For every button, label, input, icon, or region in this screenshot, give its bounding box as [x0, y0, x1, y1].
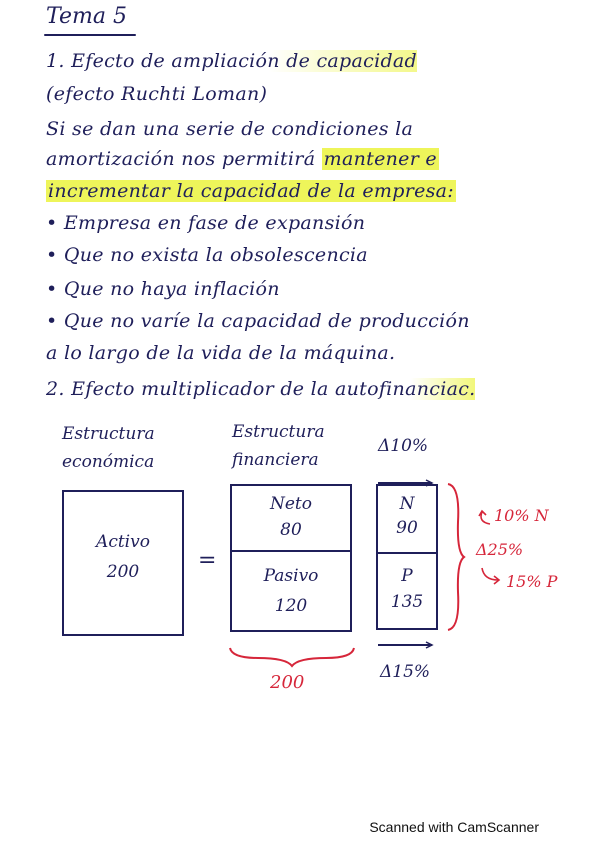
bullet-item-2: • Que no exista la obsolescencia	[46, 244, 368, 266]
p-label: P	[401, 566, 413, 586]
econ-structure-label-1: Estructura	[62, 424, 155, 444]
delta-bottom-label: Δ15%	[380, 662, 431, 682]
paragraph-line-2	[46, 148, 439, 170]
section1-heading-text: 1. Efecto de ampliación de capacidad	[46, 50, 418, 72]
delta-bottom-arrow	[378, 642, 438, 648]
section2-heading	[46, 378, 475, 400]
n-value: 90	[396, 518, 418, 538]
activo-label: Activo	[96, 532, 150, 552]
econ-structure-label-2: económica	[62, 452, 155, 472]
delta-top-label: Δ10%	[378, 436, 429, 456]
pasivo-label: Pasivo	[263, 566, 319, 586]
title-underline	[44, 34, 136, 36]
curved-arrow-down-icon	[480, 566, 504, 586]
bottom-brace-icon	[228, 646, 358, 668]
paragraph-line-3	[46, 180, 456, 202]
financial-divider	[230, 550, 352, 552]
neto-label: Neto	[269, 494, 312, 514]
red-annotation-n: 10% N	[494, 506, 549, 525]
fin-structure-label-1: Estructura	[232, 422, 325, 442]
equals-sign: =	[198, 548, 217, 573]
np-divider	[376, 552, 438, 554]
scanner-watermark: Scanned with CamScanner	[369, 819, 539, 835]
pasivo-value: 120	[274, 596, 308, 616]
section1-heading-line2: (efecto Ruchti Loman)	[46, 83, 268, 105]
highlighted-text-1: mantener e	[323, 148, 437, 170]
n-label: N	[399, 494, 415, 514]
paragraph-line-2-text: amortización nos permitirá	[46, 148, 322, 170]
bullet-item-1: • Empresa en fase de expansión	[46, 212, 366, 234]
red-annotation-delta: Δ25%	[476, 540, 524, 559]
activo-value: 200	[106, 562, 140, 582]
bullet-item-3: • Que no haya inflación	[46, 278, 280, 300]
right-brace-icon	[446, 482, 466, 632]
bullet-continuation: a lo largo de la vida de la máquina.	[46, 342, 396, 364]
section1-heading-line1	[46, 50, 417, 72]
red-annotation-p: 15% P	[506, 572, 558, 591]
bullet-item-4: • Que no varíe la capacidad de producción	[46, 310, 470, 332]
paragraph-line-1: Si se dan una serie de condiciones la	[46, 118, 414, 140]
sum-label: 200	[270, 672, 305, 693]
p-value: 135	[390, 592, 424, 612]
curved-arrow-up-icon	[476, 508, 496, 528]
fin-structure-label-2: financiera	[232, 450, 319, 470]
highlighted-text-2: incrementar la capacidad de la empresa:	[48, 180, 454, 202]
section2-heading-text: 2. Efecto multiplicador de la autofinanciac.	[46, 378, 476, 400]
neto-value: 80	[280, 520, 302, 540]
page-title: Tema 5	[46, 4, 127, 29]
